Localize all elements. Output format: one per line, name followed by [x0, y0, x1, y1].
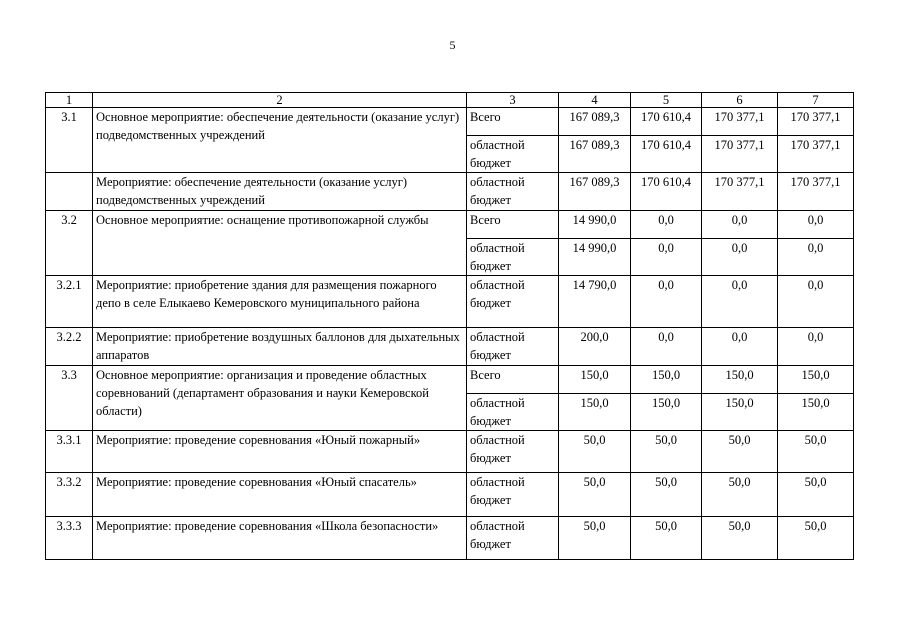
- amount-v6: 170 377,1: [702, 108, 778, 136]
- row-code: 3.2.1: [46, 276, 93, 328]
- amount-v5: 170 610,4: [631, 173, 702, 211]
- amount-v4: 200,0: [559, 328, 631, 366]
- table-row: [46, 366, 854, 394]
- amount-v5: 50,0: [631, 473, 702, 517]
- row-code: 3.3.1: [46, 431, 93, 473]
- row-name: Основное мероприятие: обеспечение деятельности (оказание услуг) подведомственных учреждений: [93, 108, 467, 173]
- amount-v6: 150,0: [702, 394, 778, 431]
- amount-v4: 14 790,0: [559, 276, 631, 328]
- amount-v4: 50,0: [559, 431, 631, 473]
- amount-v5: 0,0: [631, 276, 702, 328]
- amount-v5: 170 610,4: [631, 108, 702, 136]
- amount-v4: 167 089,3: [559, 136, 631, 173]
- amount-v7: 170 377,1: [778, 136, 854, 173]
- amount-v6: 150,0: [702, 366, 778, 394]
- table-row: [46, 211, 854, 239]
- funding-source: Всего: [467, 108, 559, 136]
- amount-v6: 50,0: [702, 431, 778, 473]
- amount-v7: 50,0: [778, 431, 854, 473]
- row-code: 3.3: [46, 366, 93, 431]
- page-number: 5: [449, 38, 456, 52]
- funding-source: Всего: [467, 366, 559, 394]
- amount-v6: 170 377,1: [702, 136, 778, 173]
- amount-v7: 50,0: [778, 473, 854, 517]
- funding-source: Всего: [467, 211, 559, 239]
- amount-v5: 0,0: [631, 328, 702, 366]
- header-cell: 5: [631, 93, 702, 108]
- table-row: [46, 473, 854, 517]
- amount-v5: 0,0: [631, 211, 702, 239]
- row-name: Мероприятие: приобретение воздушных баллонов для дыхательных аппаратов: [93, 328, 467, 366]
- amount-v7: 0,0: [778, 211, 854, 239]
- row-code: 3.3.3: [46, 517, 93, 560]
- row-name: Основное мероприятие: организация и проведение областных соревнований (департамент образования и науки Кемеровской области): [93, 366, 467, 431]
- header-cell: 3: [467, 93, 559, 108]
- funding-source: областной бюджет: [467, 394, 559, 431]
- header-cell: 2: [93, 93, 467, 108]
- funding-source: областной бюджет: [467, 136, 559, 173]
- amount-v7: 170 377,1: [778, 173, 854, 211]
- amount-v6: 0,0: [702, 276, 778, 328]
- funding-source: областной бюджет: [467, 276, 559, 328]
- amount-v5: 170 610,4: [631, 136, 702, 173]
- amount-v5: 50,0: [631, 517, 702, 560]
- funding-source: областной бюджет: [467, 517, 559, 560]
- table-row: [46, 517, 854, 560]
- amount-v6: 50,0: [702, 517, 778, 560]
- amount-v4: 50,0: [559, 473, 631, 517]
- amount-v7: 0,0: [778, 276, 854, 328]
- header-cell: 7: [778, 93, 854, 108]
- amount-v6: 0,0: [702, 328, 778, 366]
- header-row: [46, 93, 854, 108]
- amount-v7: 0,0: [778, 239, 854, 276]
- row-name: Мероприятие: приобретение здания для размещения пожарного депо в селе Елыкаево Кемеровского муниципального района: [93, 276, 467, 328]
- row-code: 3.3.2: [46, 473, 93, 517]
- amount-v4: 14 990,0: [559, 239, 631, 276]
- row-name: Мероприятие: проведение соревнования «Школа безопасности»: [93, 517, 467, 560]
- amount-v6: 0,0: [702, 211, 778, 239]
- amount-v4: 50,0: [559, 517, 631, 560]
- amount-v4: 14 990,0: [559, 211, 631, 239]
- amount-v7: 150,0: [778, 366, 854, 394]
- amount-v6: 0,0: [702, 239, 778, 276]
- table-row: [46, 276, 854, 328]
- budget-table: [45, 92, 854, 560]
- amount-v6: 170 377,1: [702, 173, 778, 211]
- table-row: [46, 431, 854, 473]
- row-code: [46, 173, 93, 211]
- amount-v6: 50,0: [702, 473, 778, 517]
- amount-v5: 50,0: [631, 431, 702, 473]
- row-code: 3.2: [46, 211, 93, 276]
- row-name: Мероприятие: обеспечение деятельности (оказание услуг) подведомственных учреждений: [93, 173, 467, 211]
- row-name: Мероприятие: проведение соревнования «Юный спасатель»: [93, 473, 467, 517]
- funding-source: областной бюджет: [467, 328, 559, 366]
- table-row: [46, 328, 854, 366]
- amount-v7: 50,0: [778, 517, 854, 560]
- row-code: 3.1: [46, 108, 93, 173]
- amount-v5: 150,0: [631, 366, 702, 394]
- row-name: Основное мероприятие: оснащение противопожарной службы: [93, 211, 467, 276]
- header-cell: 4: [559, 93, 631, 108]
- amount-v7: 150,0: [778, 394, 854, 431]
- amount-v7: 170 377,1: [778, 108, 854, 136]
- amount-v5: 150,0: [631, 394, 702, 431]
- funding-source: областной бюджет: [467, 431, 559, 473]
- row-name: Мероприятие: проведение соревнования «Юный пожарный»: [93, 431, 467, 473]
- header-cell: 1: [46, 93, 93, 108]
- amount-v4: 167 089,3: [559, 173, 631, 211]
- amount-v4: 150,0: [559, 394, 631, 431]
- amount-v4: 150,0: [559, 366, 631, 394]
- row-code: 3.2.2: [46, 328, 93, 366]
- header-cell: 6: [702, 93, 778, 108]
- amount-v7: 0,0: [778, 328, 854, 366]
- amount-v5: 0,0: [631, 239, 702, 276]
- amount-v4: 167 089,3: [559, 108, 631, 136]
- funding-source: областной бюджет: [467, 473, 559, 517]
- funding-source: областной бюджет: [467, 173, 559, 211]
- table-row: [46, 108, 854, 136]
- funding-source: областной бюджет: [467, 239, 559, 276]
- table-row: [46, 173, 854, 211]
